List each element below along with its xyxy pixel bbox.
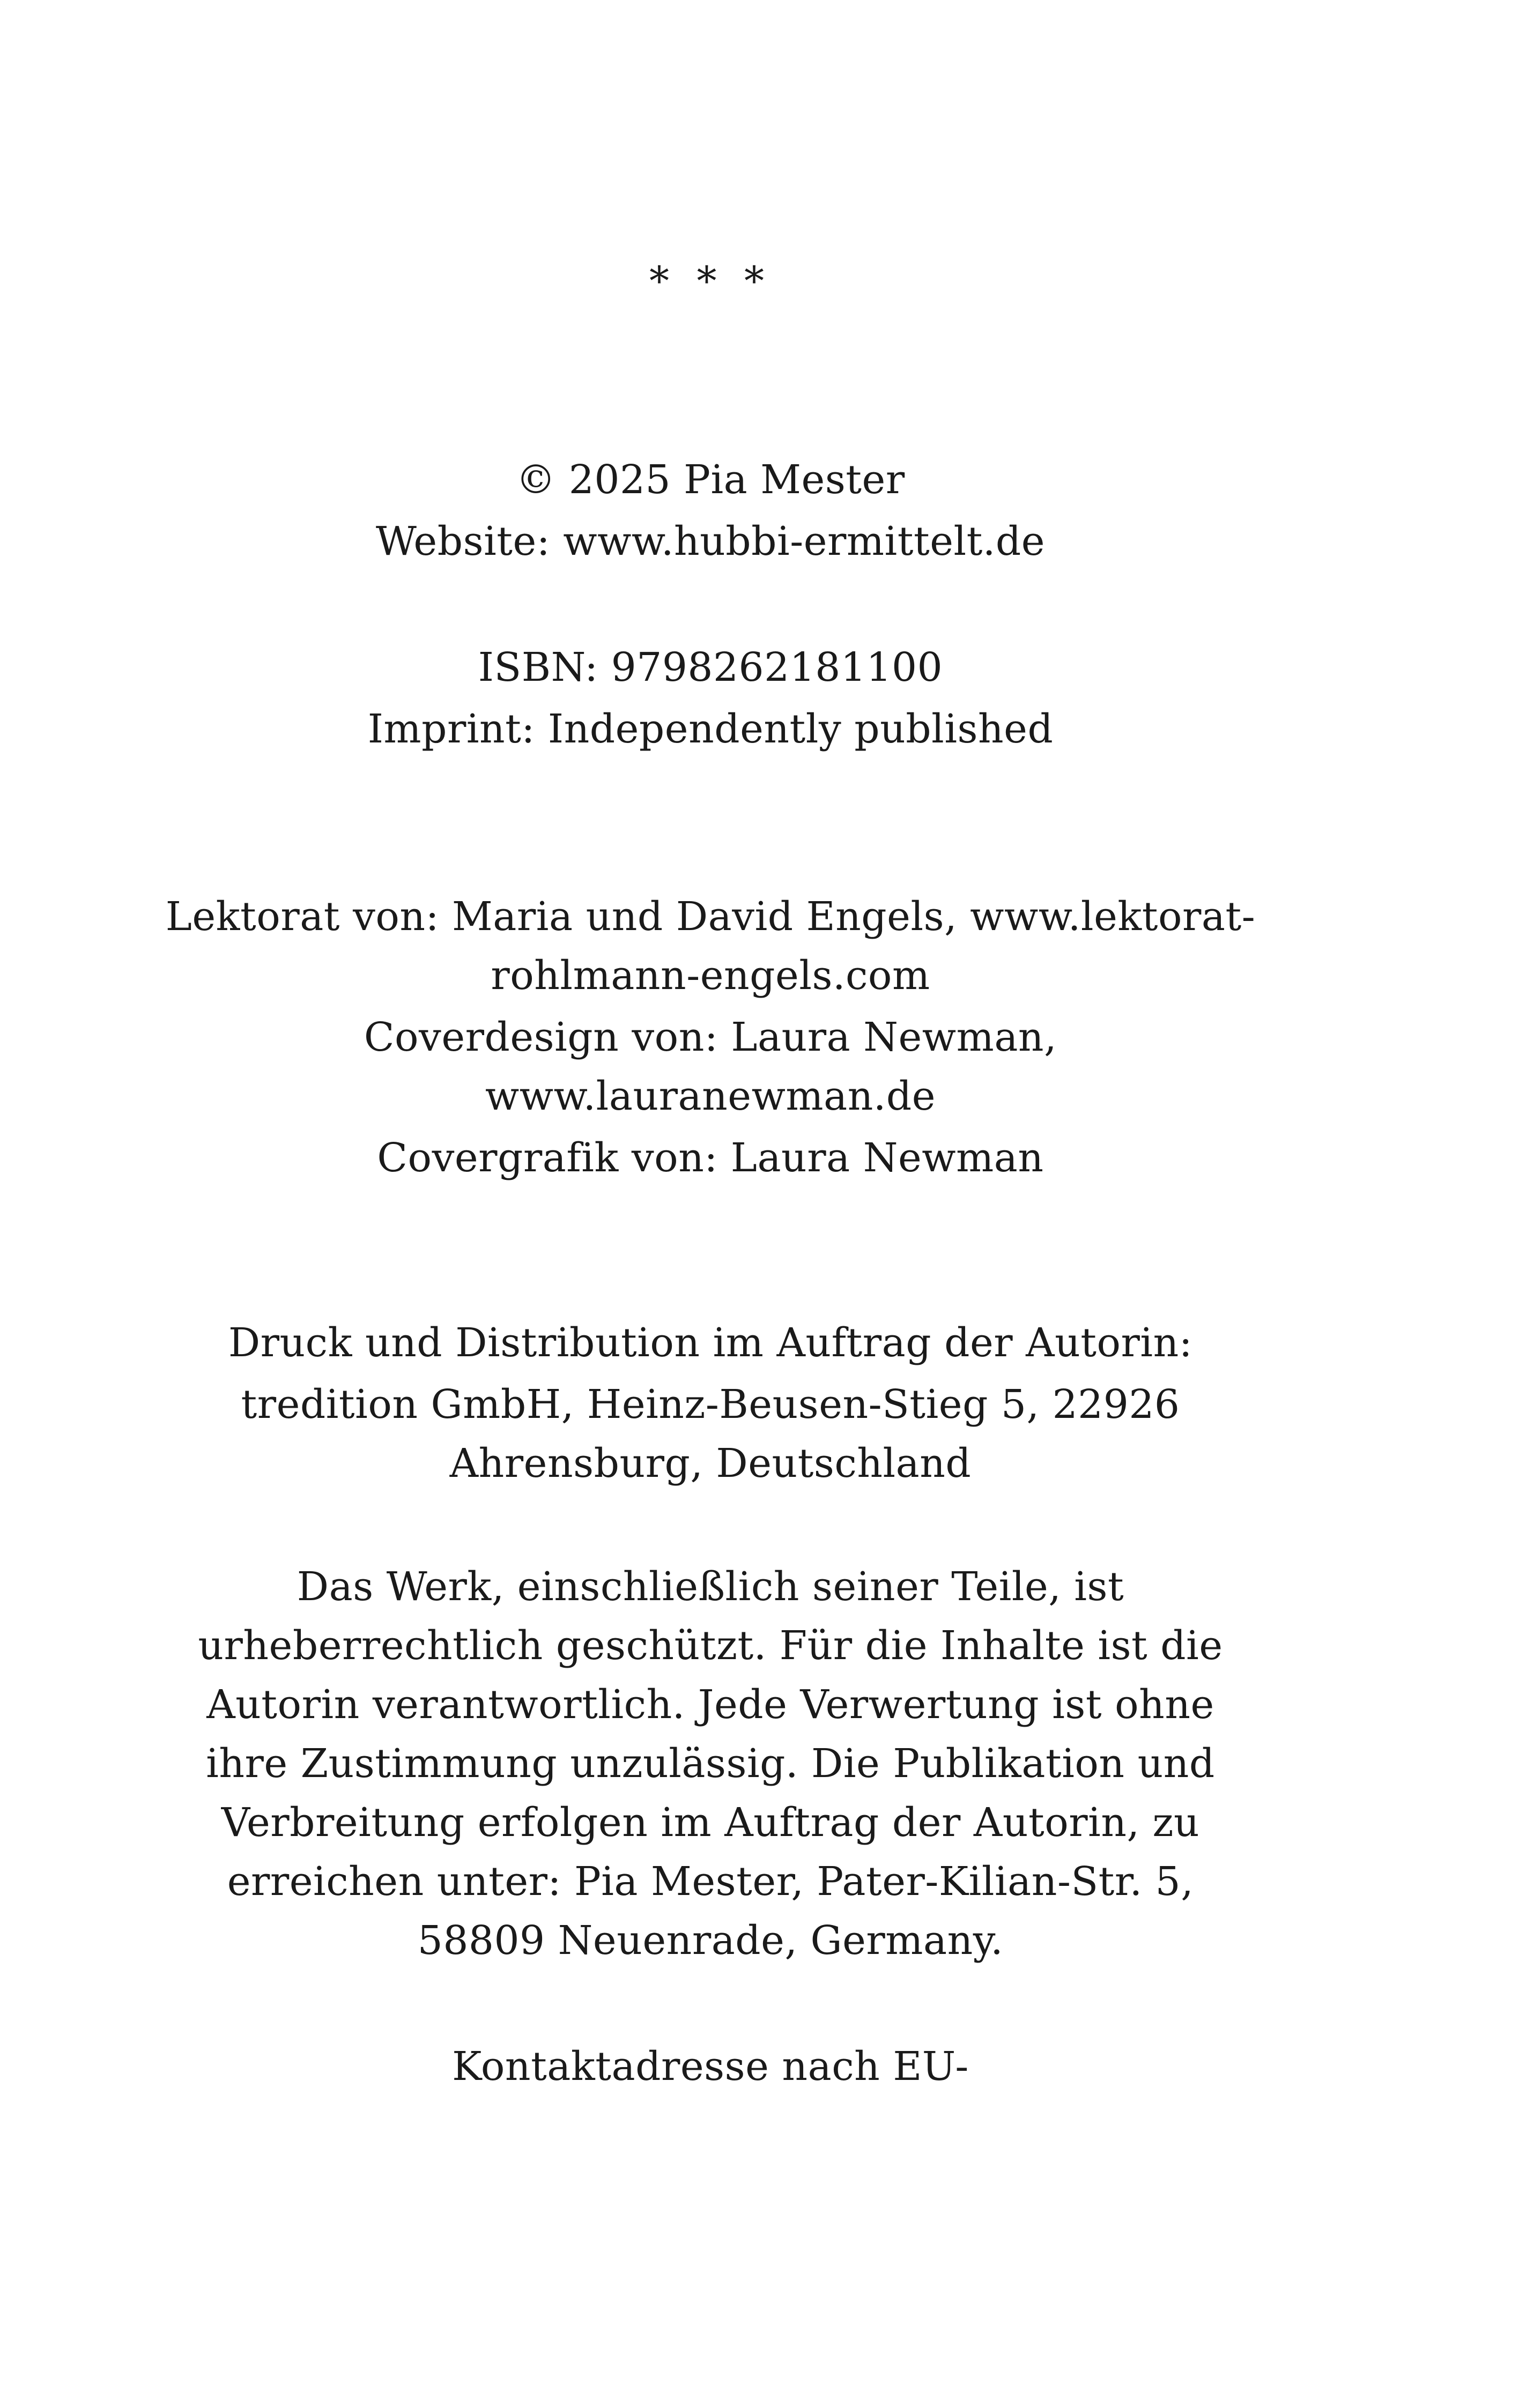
copyright-line: © 2025 Pia Mester	[516, 457, 905, 503]
credits-line: Lektorat von: Maria und David Engels, www.lektorat-	[165, 894, 1256, 940]
print-distribution-line: tredition GmbH, Heinz-Beusen-Stieg 5, 22926	[241, 1381, 1180, 1428]
imprint-line: Imprint: Independently published	[367, 706, 1054, 752]
rights-notice-line: ihre Zustimmung unzulässig. Die Publikation und	[206, 1741, 1215, 1787]
print-distribution-line: Druck und Distribution im Auftrag der Autorin:	[228, 1320, 1193, 1366]
rights-notice-line: urheberrechtlich geschützt. Für die Inhalte ist die	[198, 1623, 1223, 1669]
rights-notice-line: Das Werk, einschließlich seiner Teile, ist	[297, 1564, 1124, 1610]
contact-heading: Kontaktadresse nach EU-	[452, 2043, 969, 2090]
print-distribution-line: Ahrensburg, Deutschland	[449, 1440, 972, 1487]
credits-line: rohlmann-engels.com	[491, 953, 930, 999]
credits-line: Covergrafik von: Laura Newman	[377, 1135, 1044, 1181]
credits-line: Coverdesign von: Laura Newman,	[364, 1014, 1057, 1060]
website-line: Website: www.hubbi-ermittelt.de	[375, 518, 1046, 564]
credits-line: www.lauranewman.de	[485, 1073, 936, 1119]
rights-notice-line: erreichen unter: Pia Mester, Pater-Kilian-Str. 5,	[227, 1859, 1194, 1905]
isbn-line: ISBN: 9798262181100	[478, 644, 943, 690]
rights-notice-line: 58809 Neuenrade, Germany.	[417, 1918, 1004, 1964]
rights-notice-line: Autorin verantwortlich. Jede Verwertung ist ohne	[206, 1682, 1214, 1728]
rights-notice-line: Verbreitung erfolgen im Auftrag der Autorin, zu	[221, 1800, 1200, 1846]
section-separator: * * *	[649, 258, 772, 304]
